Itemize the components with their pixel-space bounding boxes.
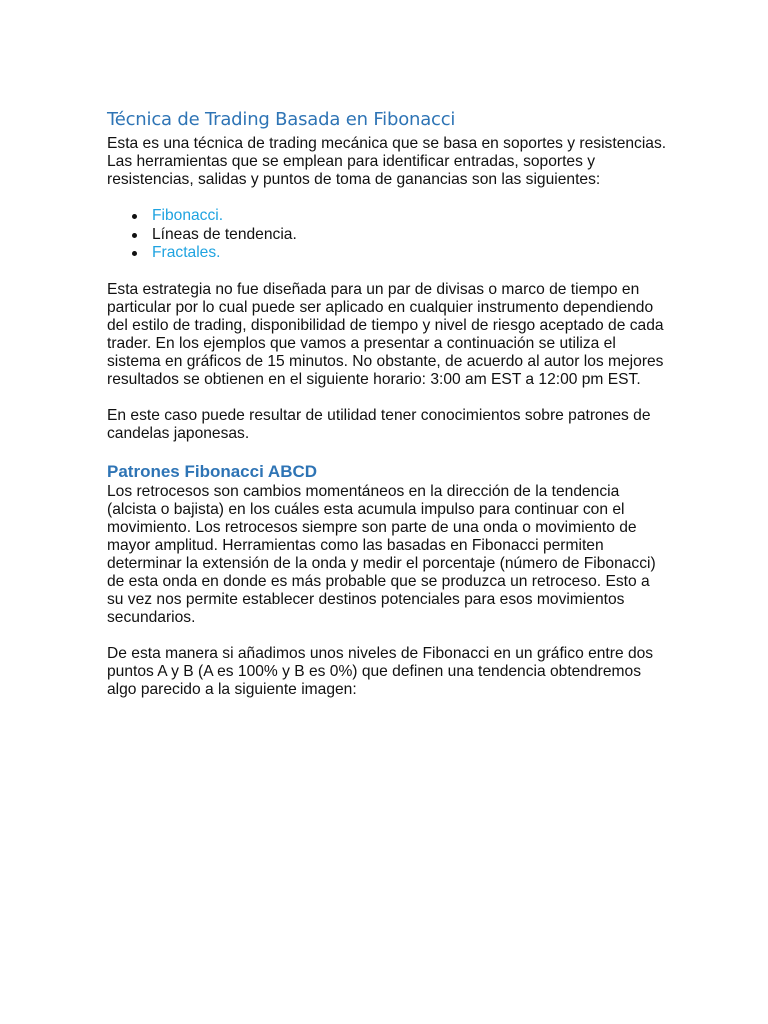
retracements-paragraph: Los retrocesos son cambios momentáneos en la dirección de la tendencia (alcista o bajista) en los cuáles esta acumula impulso para continuar con el movimiento. Los retrocesos siempre son parte de una onda o movimiento de mayor amplitud. Herramientas como las basadas en Fibonacci permiten determinar la extensión de la onda y medir el porcentaje (número de Fibonacci) de esta onda en donde es más probable que se produzca un retroceso. Esto a su vez nos permite establecer destinos potenciales para esos movimientos secundarios.	[107, 482, 656, 626]
strategy-paragraph: Esta estrategia no fue diseñada para un par de divisas o marco de tiempo en particular por lo cual puede ser aplicado en cualquier instrumento dependiendo del estilo de trading, disponibilidad de tiempo y nivel de riesgo aceptado de cada trader. En los ejemplos que vamos a presentar a continuación se utiliza el sistema en gráficos de 15 minutos. No obstante, de acuerdo al autor los mejores resultados se obtienen en el siguiente horario: 3:00 am EST a 12:00 pm EST.	[107, 280, 664, 388]
document-content	[107, 108, 667, 699]
tools-list	[107, 207, 667, 263]
intro-paragraph: Esta es una técnica de trading mecánica que se basa en soportes y resistencias. Las herramientas que se emplean para identificar entradas, soportes y resistencias, salidas y puntos de toma de ganancias son las siguientes:	[107, 135, 667, 188]
fibonacci-link[interactable]: Fibonacci.	[152, 207, 224, 224]
fractals-link[interactable]: Fractales.	[152, 244, 221, 261]
list-item-fibonacci[interactable]	[152, 207, 667, 226]
section-title: Patrones Fibonacci ABCD	[107, 461, 318, 481]
candles-paragraph: En este caso puede resultar de utilidad tener conocimientos sobre patrones de candelas japonesas.	[107, 406, 651, 442]
list-item-trend-lines	[152, 226, 667, 245]
list-item-fractals[interactable]	[152, 244, 667, 263]
trend-lines-text: Líneas de tendencia.	[152, 225, 297, 243]
document-title: Técnica de Trading Basada en Fibonacci	[107, 109, 456, 130]
fibonacci-levels-paragraph: De esta manera si añadimos unos niveles de Fibonacci en un gráfico entre dos puntos A y B (A es 100% y B es 0%) que definen una tendencia obtendremos algo parecido a la siguiente imagen:	[107, 644, 654, 698]
